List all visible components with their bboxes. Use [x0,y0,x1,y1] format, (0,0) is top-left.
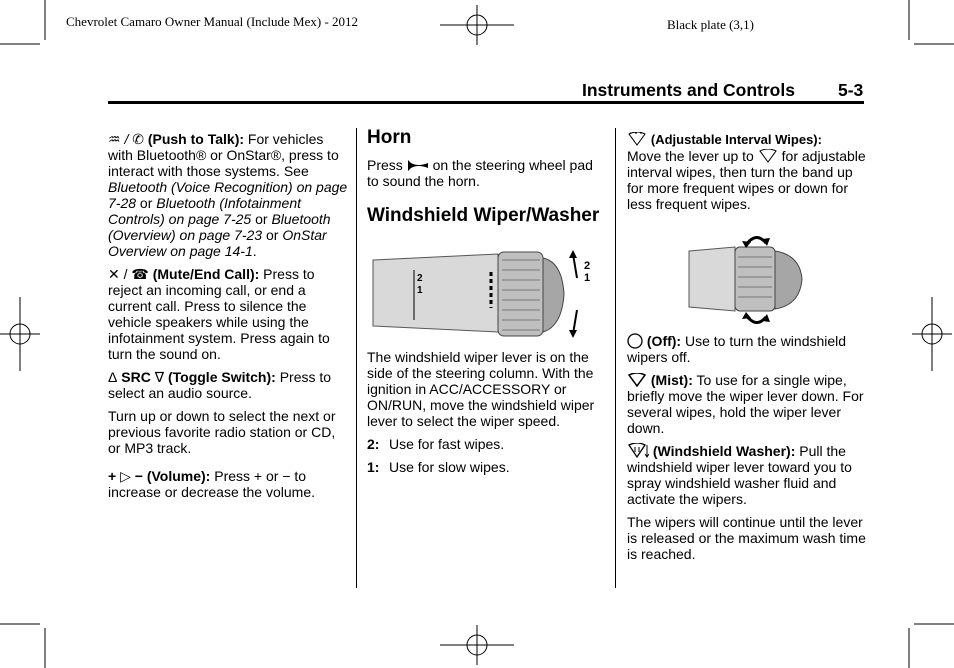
washer-entry: (Windshield Washer): Pull the windshield wiper lever toward you to spray windshield washer fluid and activate the wipers. [627,443,852,507]
lever-speed-2: 2 [584,260,591,272]
lever-speed-1: 1 [584,272,591,284]
horn-heading: Horn [367,127,412,148]
speed-2-row: 2: Use for fast wipes. [367,436,505,452]
speed-1-row: 1: Use for slow wipes. [367,459,510,475]
page-number: 5-3 [838,80,864,100]
mute-end-call-icon: ✕ / ☎ [108,266,149,282]
plate-label: Black plate (3,1) [667,17,754,32]
adjustable-wiper-icon [627,131,647,147]
adjustable-entry: (Adjustable Interval Wipes): Move the lever up to for adjustable interval wipes, then turn the band up for more frequent wipes or down for less frequent wipes. [627,132,866,212]
mute-entry: ✕ / ☎ (Mute/End Call): Press to reject an incoming call, or end a current call. Press to silence the vehicle speakers while using the infotainment system. Press again to turn the sound on. [108,266,330,362]
horn-icon [407,157,429,173]
volume-entry: + ▷ − (Volume): Press + or − to increase or decrease the volume. [108,468,315,500]
push-to-talk-entry: ♒ / ✆ (Push to Talk): For vehicles with Bluetooth® or OnStar®, press to interact with those systems. See Bluetooth (Voice Recognition) on page 7-28 or Bluetooth (Infotainment Controls) on page 7-25 or Bluetooth (Overview) on page 7-23 or OnStar Overview on page 14-1. [108,131,348,259]
header-rule [108,101,864,104]
continue-text: The wipers will continue until the lever is released or the maximum wash time is reached. [627,514,866,562]
toggle-down-icon: ∇ [154,369,165,385]
off-entry: (Off): Use to turn the windshield wipers off. [627,333,847,365]
column-2 [367,127,607,235]
ref-onstar-overview[interactable]: OnStar Overview on page 14-1 [108,227,327,259]
wiper-heading: Windshield Wiper/Washer [367,205,600,226]
column-2-lower [367,349,607,482]
mist-icon [627,372,647,388]
push-to-talk-icon: ♒ / ✆ [108,131,144,147]
toggle-text-2: Turn up or down to select the next or previous favorite radio station or CD, or MP3 track. [108,408,336,456]
adjustable-wiper-icon-inline [758,148,778,164]
section-title: Instruments and Controls [582,80,795,100]
ref-bluetooth-voice[interactable]: Bluetooth (Voice Recognition) on page 7-28 [108,179,348,211]
column-divider-1 [356,128,357,588]
manual-title: Chevrolet Camaro Owner Manual (Include Mex) - 2012 [66,14,359,29]
wiper-text: The windshield wiper lever is on the side of the steering column. With the ignition in ACC/ACCESSORY or ON/RUN, move the windshield wiper lever to select the wiper speed. [367,349,595,429]
column-1 [108,131,348,507]
column-3 [627,131,867,219]
column-3-lower [627,333,867,569]
lever-band-illustration [650,233,810,328]
mist-entry: (Mist): To use for a single wipe, briefly move the wiper lever down. For several wipes, hold the wiper lever down. [627,372,864,436]
horn-text: Press on the steering wheel pad to sound the horn. [367,157,593,189]
ref-bluetooth-controls[interactable]: Bluetooth (Infotainment Controls) on page 7-25 [108,195,302,227]
toggle-entry: Δ SRC ∇ (Toggle Switch): Press to select an audio source. [108,369,332,401]
lever-inner-2: 2 [417,273,423,284]
ref-bluetooth-overview[interactable]: Bluetooth (Overview) on page 7-23 [108,211,331,243]
lever-inner-1: 1 [417,285,423,296]
toggle-up-icon: Δ [108,369,118,385]
wiper-lever-illustration [370,248,596,343]
off-icon [627,333,643,349]
volume-icon: ▷ [120,468,131,484]
column-divider-2 [615,128,616,588]
washer-icon [627,443,649,459]
